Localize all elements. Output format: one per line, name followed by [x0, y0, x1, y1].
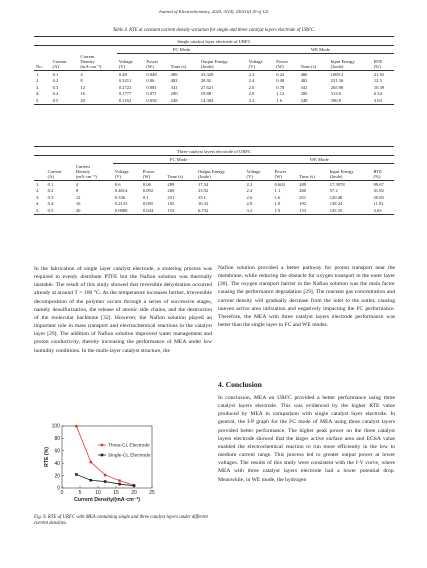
table-three-cl: [34, 146, 394, 215]
table-cell: 0.2722: [118, 84, 132, 90]
table-caption: Table 4. RTE at constant current density variation for single and three catalyst layers electrode of URFC.: [112, 28, 316, 33]
table-cell: 28.92: [200, 78, 212, 84]
table-cell: 341: [300, 84, 308, 90]
table-cell: 2.4: [248, 78, 255, 84]
table-cell: 260: [299, 188, 307, 194]
table-cell: 313.6: [330, 91, 341, 97]
table-cell: 0.2: [52, 78, 59, 84]
table-cell: 2.8: [248, 91, 255, 97]
table-cell: 0.1162: [117, 97, 145, 104]
rte-chart: [34, 418, 212, 513]
table-title: Three catalyst layers electrode of URFC: [34, 147, 394, 156]
table-cell: 0.2133: [114, 201, 128, 207]
table-cell: 0.085: [142, 201, 154, 207]
col-current-unit: (A): [52, 64, 59, 70]
x-tick-label: 20: [131, 490, 137, 496]
table-title: Single catalyst layer electrode of URFC: [34, 37, 394, 46]
col-voltage: Voltage: [118, 59, 133, 65]
table-cell: 1.9: [273, 207, 298, 214]
table-cell: 2.: [36, 78, 40, 84]
table-cell: 1.: [36, 181, 40, 187]
table-cell: 4.: [36, 201, 40, 207]
col-power-unit: (W): [146, 64, 154, 70]
col-power: Power: [142, 169, 155, 175]
col-energy-unit: (Joule): [197, 174, 211, 180]
x-tick-label: 25: [149, 490, 155, 496]
table-cell: 17.34: [197, 181, 209, 187]
chart-legend: [98, 443, 151, 459]
col-density: Density: [80, 59, 95, 65]
table-cell: 12.5: [373, 78, 382, 84]
col-power-unit: (W): [276, 64, 284, 70]
data-point: [133, 484, 136, 487]
table-cell: 3.2: [247, 97, 275, 104]
table-cell: 6.34: [373, 91, 382, 97]
y-tick-label: 60: [54, 448, 60, 455]
table-cell: 1.12: [276, 91, 285, 97]
table-cell: 27.621: [200, 84, 214, 90]
table-cell: 16: [75, 201, 81, 207]
table-cell: 0.5: [51, 97, 79, 104]
data-point: [104, 480, 107, 483]
table-cell: 248: [169, 97, 199, 104]
table-cell: 0.071: [146, 91, 157, 97]
legend-label: Three-CL Electrode: [108, 443, 150, 449]
col-power-unit: (W): [274, 174, 282, 180]
table-cell: 2.8: [246, 201, 253, 207]
table-cell: 153: [165, 207, 196, 214]
we-mode-header: WE Mode: [245, 156, 394, 163]
col-time: Time (s): [165, 163, 196, 181]
table-cell: 0.6: [114, 181, 121, 187]
data-point: [75, 425, 78, 428]
table-cell: 57.2: [329, 188, 338, 194]
table-cell: 482: [300, 78, 308, 84]
table-cell: 3.: [36, 84, 40, 90]
table-cell: 0.1777: [118, 91, 132, 97]
col-density-unit: (mA·cm⁻²): [75, 174, 97, 180]
table-cell: 231.36: [330, 78, 344, 84]
table-cell: 0.06: [146, 78, 155, 84]
col-current: Current: [52, 59, 67, 65]
table-cell: 0.48: [118, 71, 127, 77]
table-cell: 0.4614: [114, 188, 128, 194]
table-cell: 486: [300, 71, 308, 77]
data-point: [118, 479, 121, 482]
table-cell: 14.384: [199, 97, 247, 104]
table-cell: 2.2: [248, 71, 255, 77]
we-mode-header: WE Mode: [247, 46, 394, 53]
table-cell: 251: [299, 194, 307, 200]
col-density-unit: (mA·cm⁻²): [80, 64, 102, 70]
table-cell: 99.67: [373, 181, 384, 187]
table-cell: 25.1: [197, 194, 206, 200]
col-voltage: Voltage: [246, 169, 261, 175]
fc-mode-header: FC Mode: [113, 156, 245, 163]
col-voltage: Voltage: [248, 59, 263, 65]
table-cell: 21.82: [373, 71, 385, 77]
table-cell: 0.5: [46, 207, 74, 214]
col-current-unit: (A): [47, 174, 55, 180]
legend-marker: [101, 444, 104, 447]
journal-header: Journal of Electrochemistry, 2025, 31(4), 2501161 (9 of 12): [158, 9, 269, 14]
table-cell: 0.048: [146, 71, 157, 77]
table-cell: 0.2: [47, 188, 54, 194]
col-rte-unit: (%): [373, 64, 381, 70]
col-rte-unit: (%): [373, 174, 381, 180]
table-cell: 0.06: [142, 181, 151, 187]
table-cell: 289: [299, 181, 307, 187]
x-tick-label: 10: [95, 490, 101, 496]
table-cell: 0.081: [146, 84, 157, 90]
x-tick-label: 15: [113, 490, 119, 496]
table-cell: 17.3978: [329, 181, 345, 187]
table-cell: 20: [78, 97, 116, 104]
table-body: [34, 71, 394, 104]
table-cell: 0.48: [276, 78, 285, 84]
table-cell: 2.2: [246, 181, 253, 187]
col-energy-unit: (Joule): [200, 64, 214, 70]
table-cell: 0.78: [276, 84, 285, 90]
table-cell: 280: [170, 91, 178, 97]
table-cell: 2.4: [246, 188, 253, 194]
body-text-left: In the fabrication of single layer catalyst electrode, a sintering process was required to evenly distribute PTFE but the Nafion solution was thermally unstable. The result of this study showed that reversible dehydration occurred already at around T = 100 °C. As the temperature increases further, irreversible decomposition of the polymer occurs through a series of successive stages, namely desulfurization, the release of atomic side chains, and the destruction of the molecular backbone [32]. However, the Nafion solution played an important role in mass transport and electrochemical reactions in the catalyst layer [29]. The addition of Nafion solution improved water management and proton conductivity, thereby increasing the performance of MEA under low humidity conditions. In the multi-layer catalyst structure, the: [34, 266, 212, 354]
table-cell: 0.1: [47, 181, 54, 187]
table-row: [34, 207, 394, 214]
chart-axes: [44, 424, 155, 503]
y-tick-label: 0: [57, 485, 60, 492]
col-rte: RTE: [373, 59, 383, 65]
table-cell: 1.6: [274, 194, 281, 200]
y-tick-label: 40: [54, 460, 60, 467]
col-input-energy: Input Energy: [330, 59, 355, 65]
legend-label: Single-CL Electrode: [108, 453, 151, 459]
table-cell: 192: [299, 201, 307, 207]
table-cell: 23.92: [197, 188, 209, 194]
col-density: Density: [75, 169, 91, 175]
table-cell: 248: [299, 97, 329, 104]
col-power: Power: [274, 169, 287, 175]
table-cell: 12: [75, 194, 81, 200]
col-voltage-unit: (V): [114, 174, 122, 180]
table-cell: 1.: [36, 71, 40, 77]
table-body: [34, 181, 394, 214]
table-cell: 260: [167, 188, 175, 194]
y-tick-label: 80: [54, 436, 60, 443]
x-axis-label: Current Density/(mA·cm⁻²): [74, 497, 140, 503]
table-cell: 0.4: [47, 201, 54, 207]
data-point: [90, 479, 93, 482]
fc-mode-header: FC Mode: [117, 46, 247, 53]
table-cell: 0.4: [52, 91, 59, 97]
table-cell: 153: [297, 207, 328, 214]
table-cell: 4.63: [372, 207, 395, 214]
col-rte: RTE: [373, 169, 382, 175]
table-cell: 1069.2: [330, 71, 344, 77]
conclusion-text: In conclusion, MEA on URFC provided a better performance using three catalyst layers electrode. This was evidenced by the higher RTE value produced by MEA in comparison with single catalyst layer electrode. In general, the I-P graph for the FC mode of MEA using three catalyst layers provided better performance. The higher peak power on the three catalyst layers electrode showed that the larger active surface area and ECSA value enabled the electrochemical reaction to run more efficiently in the low to medium current range. This process led to greater output power at lower voltages. The results of this study were consistent with the I-V curve, where MEA with three catalyst layers electrode had a lower potential drop. Meanwhile, in WE mode, the hydrogen: [218, 395, 395, 483]
table-cell: 3.2: [245, 207, 273, 214]
col-voltage: Voltage: [114, 169, 129, 175]
table-cell: 396.8: [329, 97, 372, 104]
col-energy-unit: (Joule): [329, 174, 343, 180]
table-cell: 482: [170, 78, 178, 84]
table-row: [34, 181, 394, 188]
table-cell: 12: [80, 84, 85, 90]
table-cell: 3.63: [372, 97, 394, 104]
table-cell: 10.39: [373, 84, 385, 90]
table-cell: 23.328: [200, 71, 214, 77]
data-point: [104, 474, 107, 477]
y-tick-label: 20: [54, 473, 60, 480]
table-cell: 4.: [36, 91, 40, 97]
table-cell: 2.6: [246, 194, 253, 200]
table-cell: 8: [75, 188, 79, 194]
table-cell: 0.3: [52, 84, 59, 90]
table-cell: 289: [167, 181, 175, 187]
table-cell: 0.3: [47, 194, 54, 200]
col-power-unit: (W): [142, 174, 151, 180]
x-tick-label: 5: [78, 490, 82, 496]
table-cell: 1.6: [274, 97, 298, 104]
y-axis-label: RTE (%): [44, 447, 50, 467]
table-cell: 0.0888: [113, 207, 141, 214]
table-cell: 11.81: [373, 201, 384, 207]
table-cell: 2.: [36, 188, 40, 194]
section-heading: 4. Conclusion: [218, 380, 262, 389]
col-power: Power: [146, 59, 159, 65]
col-energy-unit: (Joule): [330, 64, 344, 70]
col-power: Power: [276, 59, 289, 65]
table-cell: 41.82: [373, 188, 384, 194]
table-cell: 3.: [36, 194, 40, 200]
table-cell: 4: [80, 71, 83, 77]
table-cell: 0.058: [144, 97, 168, 104]
table-cell: 251: [167, 194, 175, 200]
legend-marker: [101, 454, 104, 457]
table-row: [34, 97, 394, 104]
col-voltage-unit: (V): [246, 174, 253, 180]
col-time: Time (s): [297, 163, 328, 181]
table-cell: 0.1: [142, 194, 149, 200]
table-cell: 341: [170, 84, 178, 90]
table-cell: 0.3211: [118, 78, 132, 84]
col-voltage-unit: (V): [248, 64, 256, 70]
table-cell: 19.88: [200, 91, 212, 97]
table-cell: 138.24: [329, 201, 343, 207]
table-cell: 16: [80, 91, 85, 97]
table-cell: 4: [75, 181, 79, 187]
data-point: [89, 461, 92, 464]
table-cell: 486: [170, 71, 178, 77]
figure-caption: Fig. 9. RTE of URFC with MEA containing single and three catalyst layers under different current densities.: [34, 515, 208, 527]
x-tick-label: 0: [60, 490, 64, 496]
col-density-top: Current: [75, 163, 90, 169]
table-cell: 1.8: [274, 201, 281, 207]
table-cell: 8: [80, 78, 83, 84]
col-time: Time (s): [299, 53, 329, 71]
table-cell: 20.83: [373, 194, 384, 200]
col-voltage-unit: (V): [118, 64, 126, 70]
table-cell: 16.32: [197, 201, 209, 207]
table-cell: 2.6: [248, 84, 255, 90]
table-cell: 1.1: [274, 188, 281, 194]
table-cell: 5.: [34, 97, 51, 104]
col-current: Current: [47, 169, 62, 175]
col-density-top: Current: [80, 53, 95, 59]
col-output-energy: Output Energy: [200, 59, 228, 65]
col-input-energy: Input Energy: [329, 169, 354, 175]
table-cell: 192: [167, 201, 175, 207]
table-single-cl: [34, 36, 394, 105]
table-row: [34, 71, 394, 78]
table-cell: 145.35: [328, 207, 372, 214]
table-cell: 0.092: [142, 188, 154, 194]
table-cell: 265.98: [330, 84, 344, 90]
table-cell: 0.602: [274, 181, 285, 187]
table-cell: 280: [300, 91, 308, 97]
table-cell: 0.22: [276, 71, 285, 77]
table-cell: 20: [74, 207, 113, 214]
y-tick-label: 100: [51, 423, 60, 430]
col-no: No.: [34, 53, 51, 71]
table-cell: 5.: [34, 207, 46, 214]
body-text-right: Nafion solution provided a better pathway for proton transport near the membrane, while reducing the obstacle for oxygen transport in the outer layer [30]. The oxygen transport barrier in the Nafion solution was the main factor causing the performance degradation [29]. The reactant gas concentration and current density will gradually decrease from the inlet to the outlet, causing uneven active area utilization and negatively impacting the FC performance. Therefore, the MEA with three catalyst layers electrode performance was better than the single layer in FC and WE modes.: [218, 265, 395, 329]
table-cell: 0.336: [114, 194, 126, 200]
data-point: [118, 483, 121, 486]
table-cell: 120.48: [329, 194, 343, 200]
table-cell: 0.044: [141, 207, 166, 214]
table-cell: 6.732: [196, 207, 245, 214]
col-time: Time (s): [169, 53, 199, 71]
table-cell: 0.1: [52, 71, 59, 77]
data-point: [75, 473, 78, 476]
col-output-energy: Output Energy: [197, 169, 226, 175]
